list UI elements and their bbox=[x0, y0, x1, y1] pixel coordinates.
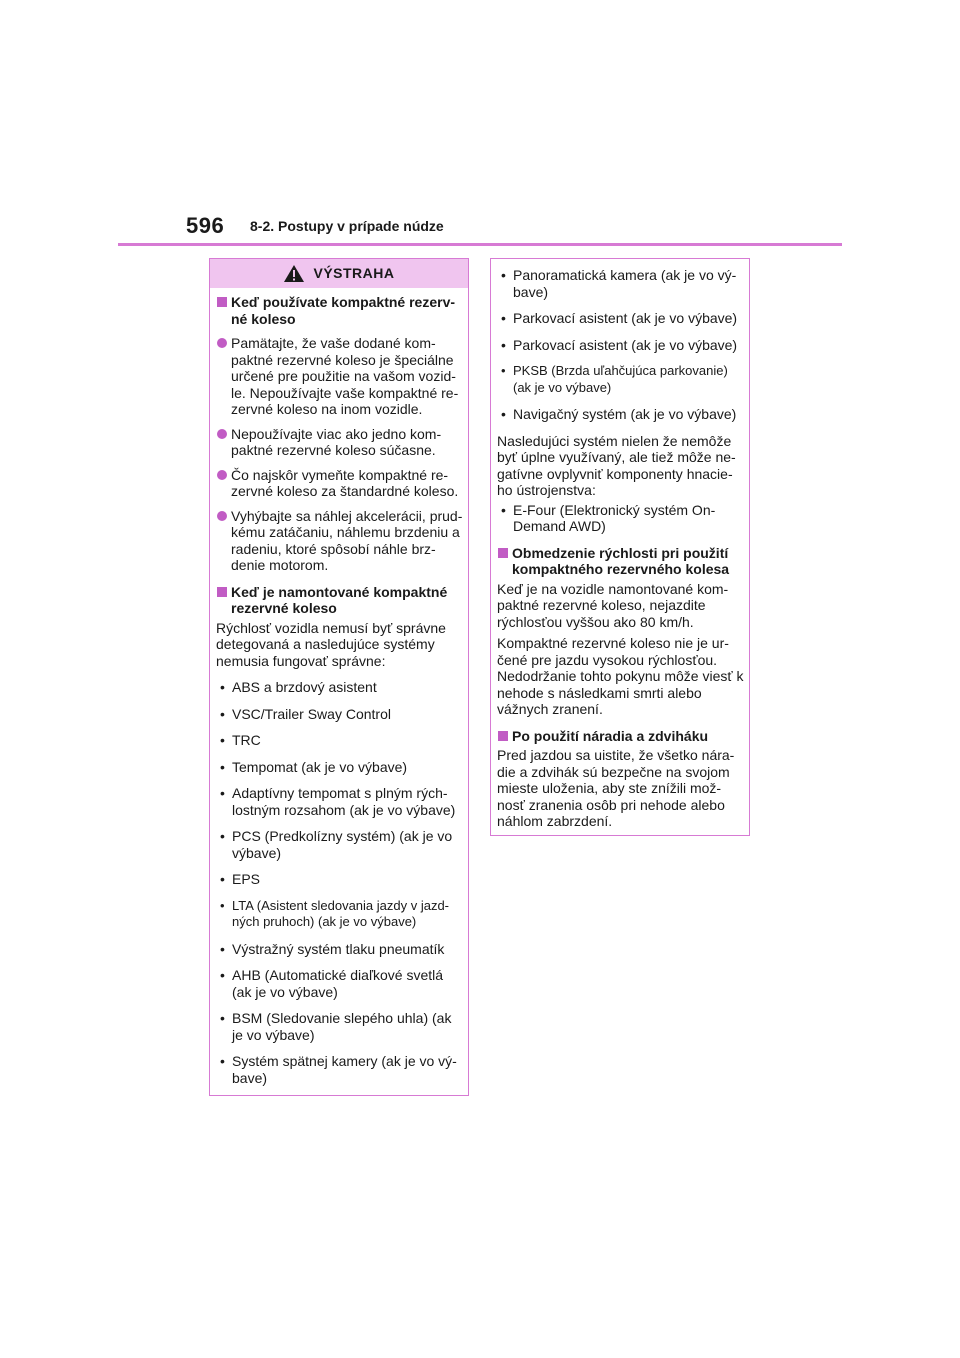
list-item bbox=[216, 679, 464, 696]
warning-box-left bbox=[209, 258, 469, 1096]
list-item bbox=[497, 267, 745, 300]
bullet-mark: • bbox=[220, 1053, 225, 1069]
list-item-text: Výstražný systém tlaku pneumatík bbox=[232, 940, 445, 957]
subheading bbox=[497, 728, 745, 745]
list-item bbox=[216, 732, 464, 749]
subheading-text: Po použití náradia a zdviháku bbox=[512, 727, 709, 744]
bullet-mark: • bbox=[501, 267, 506, 283]
list-item bbox=[497, 363, 745, 396]
dot-item bbox=[216, 335, 464, 418]
warning-box-right bbox=[490, 258, 750, 836]
list-item bbox=[216, 785, 464, 818]
list-item-text: Tempomat (ak je vo výbave) bbox=[232, 758, 408, 775]
warning-header bbox=[210, 259, 468, 288]
dot-item-text: Nepoužívajte viac ako jedno kom-paktné rezervné koleso súčasne. bbox=[231, 425, 442, 458]
square-bullet-icon bbox=[498, 731, 508, 741]
dot-item-text: Pamätajte, že vaše dodané kom-paktné rezervné koleso je špeciálne určené pre použitie na vašom vozid-le. Nepoužívajte vaše kompaktné re-zervné koleso na inom vozidle. bbox=[231, 335, 459, 417]
list-item-text: TRC bbox=[232, 732, 261, 748]
list-item-text: Panoramatická kamera (ak je vo vý-bave) bbox=[513, 267, 737, 300]
warning-title: VÝSTRAHA bbox=[313, 265, 395, 282]
list-item-text: ABS a brzdový asistent bbox=[232, 679, 377, 695]
list-item-text: Adaptívny tempomat s plným rých-lostným rozsahom (ak je vo výbave) bbox=[232, 785, 456, 818]
list-item bbox=[497, 310, 745, 327]
list-item bbox=[216, 759, 464, 776]
paragraph: Rýchlosť vozidla nemusí byť správne detegovaná a nasledujúce systémy nemusia fungovať správne: bbox=[216, 619, 446, 669]
circle-bullet-icon bbox=[217, 338, 227, 348]
list-item bbox=[216, 871, 464, 888]
bullet-mark: • bbox=[501, 406, 506, 422]
square-bullet-icon bbox=[498, 548, 508, 558]
bullet-mark: • bbox=[220, 705, 225, 722]
warning-triangle-icon bbox=[283, 264, 305, 283]
list-item bbox=[216, 967, 464, 1000]
bullet-mark: • bbox=[220, 785, 225, 801]
list-item-text: LTA (Asistent sledovania jazdy v jazd-ných pruhoch) (ak je vo výbave) bbox=[232, 897, 450, 929]
subheading bbox=[216, 584, 464, 617]
paragraph: Kompaktné rezervné koleso nie je ur-čené pre jazdu vysokou rýchlosťou. Nedodržanie tohto pokynu môže viesť k nehode s následkami smrti alebo vážnych zranení. bbox=[497, 635, 744, 717]
bullet-mark: • bbox=[501, 501, 506, 518]
dot-item-text: Čo najskôr vymeňte kompaktné re-zervné koleso za štandardné koleso. bbox=[231, 466, 459, 499]
paragraph: Pred jazdou sa uistite, že všetko nára-die a zdvihák sú bezpečne na svojom mieste uloženia, aby ste znížili mož-nosť zranenia osôb pri nehode alebo náhlom zabrzdení. bbox=[497, 747, 735, 829]
bullet-mark: • bbox=[220, 758, 225, 775]
dot-item bbox=[216, 467, 464, 500]
list-item bbox=[216, 706, 464, 723]
circle-bullet-icon bbox=[217, 470, 227, 480]
circle-bullet-icon bbox=[217, 511, 227, 521]
list-item bbox=[216, 941, 464, 958]
bullet-mark: • bbox=[220, 897, 225, 913]
bullet-mark: • bbox=[220, 967, 225, 983]
bullet-mark: • bbox=[501, 336, 506, 353]
warning-body-right bbox=[491, 262, 749, 830]
subheading-text: Keď používate kompaktné rezerv-né koleso bbox=[231, 294, 456, 327]
bullet-mark: • bbox=[220, 732, 225, 748]
subheading-text: Keď je namontované kompaktné rezervné koleso bbox=[231, 583, 448, 616]
bullet-mark: • bbox=[220, 940, 225, 957]
bullet-mark: • bbox=[220, 1010, 225, 1026]
list-item-text: E-Four (Elektronický systém On-Demand AWD) bbox=[513, 501, 716, 534]
dot-item bbox=[216, 426, 464, 459]
square-bullet-icon bbox=[217, 587, 227, 597]
bullet-mark: • bbox=[220, 871, 225, 887]
list-item-text: Parkovací asistent (ak je vo výbave) bbox=[513, 336, 738, 353]
square-bullet-icon bbox=[217, 297, 227, 307]
list-item-text: PKSB (Brzda uľahčujúca parkovanie) (ak je vo výbave) bbox=[513, 363, 728, 395]
list-item-text: Navigačný systém (ak je vo výbave) bbox=[513, 406, 737, 422]
list-item bbox=[216, 1053, 464, 1086]
list-item-text: BSM (Sledovanie slepého uhla) (ak je vo výbave) bbox=[232, 1010, 452, 1043]
subheading-text: Obmedzenie rýchlosti pri použití kompaktného rezervného kolesa bbox=[512, 544, 730, 577]
list-item bbox=[497, 502, 745, 535]
dot-item bbox=[216, 508, 464, 574]
paragraph: Keď je na vozidle namontované kom-paktné rezervné koleso, nejazdite rýchlosťou vyššou ako 80 km/h. bbox=[497, 580, 729, 630]
subheading bbox=[497, 545, 745, 578]
list-item-text: PCS (Predkolízny systém) (ak je vo výbave) bbox=[232, 828, 453, 861]
dot-item-text: Vyhýbajte sa náhlej akcelerácii, prud-kému zatáčaniu, náhlemu brzdeniu a radeniu, ktoré spôsobí náhle brz-denie motorom. bbox=[231, 507, 463, 573]
subheading bbox=[216, 294, 464, 327]
bullet-mark: • bbox=[501, 310, 506, 326]
list-item-text: Parkovací asistent (ak je vo výbave) bbox=[513, 310, 738, 326]
list-item bbox=[497, 337, 745, 354]
list-item bbox=[216, 898, 464, 931]
circle-bullet-icon bbox=[217, 429, 227, 439]
header-rule bbox=[118, 243, 842, 246]
list-item bbox=[216, 828, 464, 861]
page-number: 596 bbox=[186, 213, 225, 238]
list-item-text: VSC/Trailer Sway Control bbox=[232, 705, 391, 722]
paragraph: Nasledujúci systém nielen že nemôže byť úplne využívaný, ale tiež môže ne-gatívne ovplyvniť komponenty hnacie-ho ústrojenstva: bbox=[497, 432, 736, 498]
bullet-mark: • bbox=[220, 679, 225, 695]
bullet-mark: • bbox=[501, 363, 506, 378]
warning-body-left bbox=[210, 288, 468, 1086]
section-title: 8-2. Postupy v prípade núdze bbox=[250, 218, 444, 234]
list-item-text: EPS bbox=[232, 871, 261, 887]
list-item-text: Systém spätnej kamery (ak je vo vý-bave) bbox=[232, 1053, 457, 1086]
list-item-text: AHB (Automatické diaľkové svetlá (ak je vo výbave) bbox=[232, 967, 444, 1000]
bullet-mark: • bbox=[220, 828, 225, 844]
list-item bbox=[216, 1010, 464, 1043]
list-item bbox=[497, 406, 745, 423]
